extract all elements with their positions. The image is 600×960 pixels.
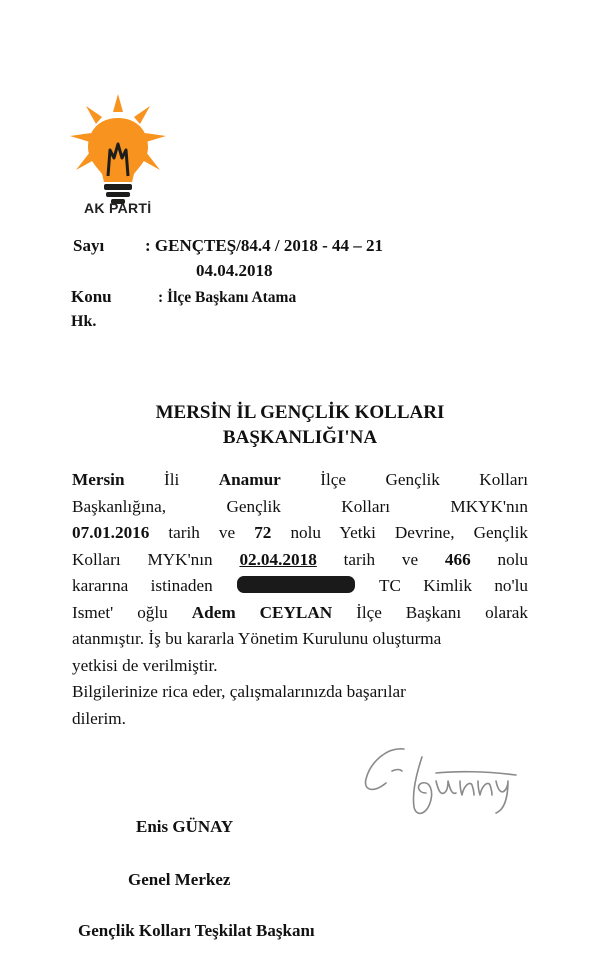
body-line-9: Bilgilerinize rica eder, çalışmalarınızda başarılar [72,682,406,701]
sayi-value: : GENÇTEŞ/84.4 / 2018 - 44 – 21 [145,236,384,255]
body-line-8: yetkisi de verilmiştir. [72,655,218,675]
text: tarih ve [343,549,419,569]
text: İlçe Gençlik Kolları [320,470,528,489]
district-name: Anamur [218,470,281,489]
sayi-label: Sayı [73,236,105,255]
date-2: 02.04.2018 [239,549,317,569]
text: İlçe Başkanı olarak [356,602,529,622]
signature-icon [356,735,526,825]
body-line-5 [72,573,528,600]
konu-label: Konu [71,287,112,306]
text: Ismet' oğlu [72,602,168,622]
appointee-name: Adem CEYLAN [191,602,333,622]
body-line-7: atanmıştır. İş bu kararla Yönetim Kurulunu oluşturma [72,629,442,648]
body-line-2: Başkanlığına, Gençlik Kolları MKYK'nın [72,496,528,516]
signatory-position: Gençlik Kolları Teşkilat Başkanı [78,921,315,940]
hk-label: Hk. [71,313,97,330]
signatory-name: Enis GÜNAY [136,817,234,836]
document-date: 04.04.2018 [196,261,273,280]
body-line-10: dilerim. [72,708,126,728]
lightbulb-logo-icon [66,92,170,207]
letter-body [72,467,528,732]
text: tarih ve [168,523,236,542]
addressee-line2: BAŞKANLIĞI'NA [222,427,378,448]
text: İli [163,470,180,489]
text: nolu [497,549,529,569]
body-line-3 [72,520,528,547]
text: nolu Yetki Devrine, Gençlik [290,523,528,542]
number-2: 466 [444,549,471,569]
addressee [0,400,600,450]
redaction-bar [237,576,355,593]
date-1: 07.01.2016 [72,523,150,542]
body-line-1 [72,467,528,494]
text: TC Kimlik no'lu [379,576,528,595]
text: kararına istinaden [72,576,213,595]
logo-text: AK PARTİ [84,200,152,216]
konu-value: : İlçe Başkanı Atama [158,289,297,306]
signatory-org: Genel Merkez [128,870,231,889]
text: Kolları MYK'nın [72,549,213,569]
body-line-4 [72,547,528,574]
addressee-line1: MERSİN İL GENÇLİK KOLLARI [155,402,445,423]
city-name: Mersin [72,470,125,489]
number-1: 72 [254,523,272,542]
body-line-6 [72,600,528,627]
